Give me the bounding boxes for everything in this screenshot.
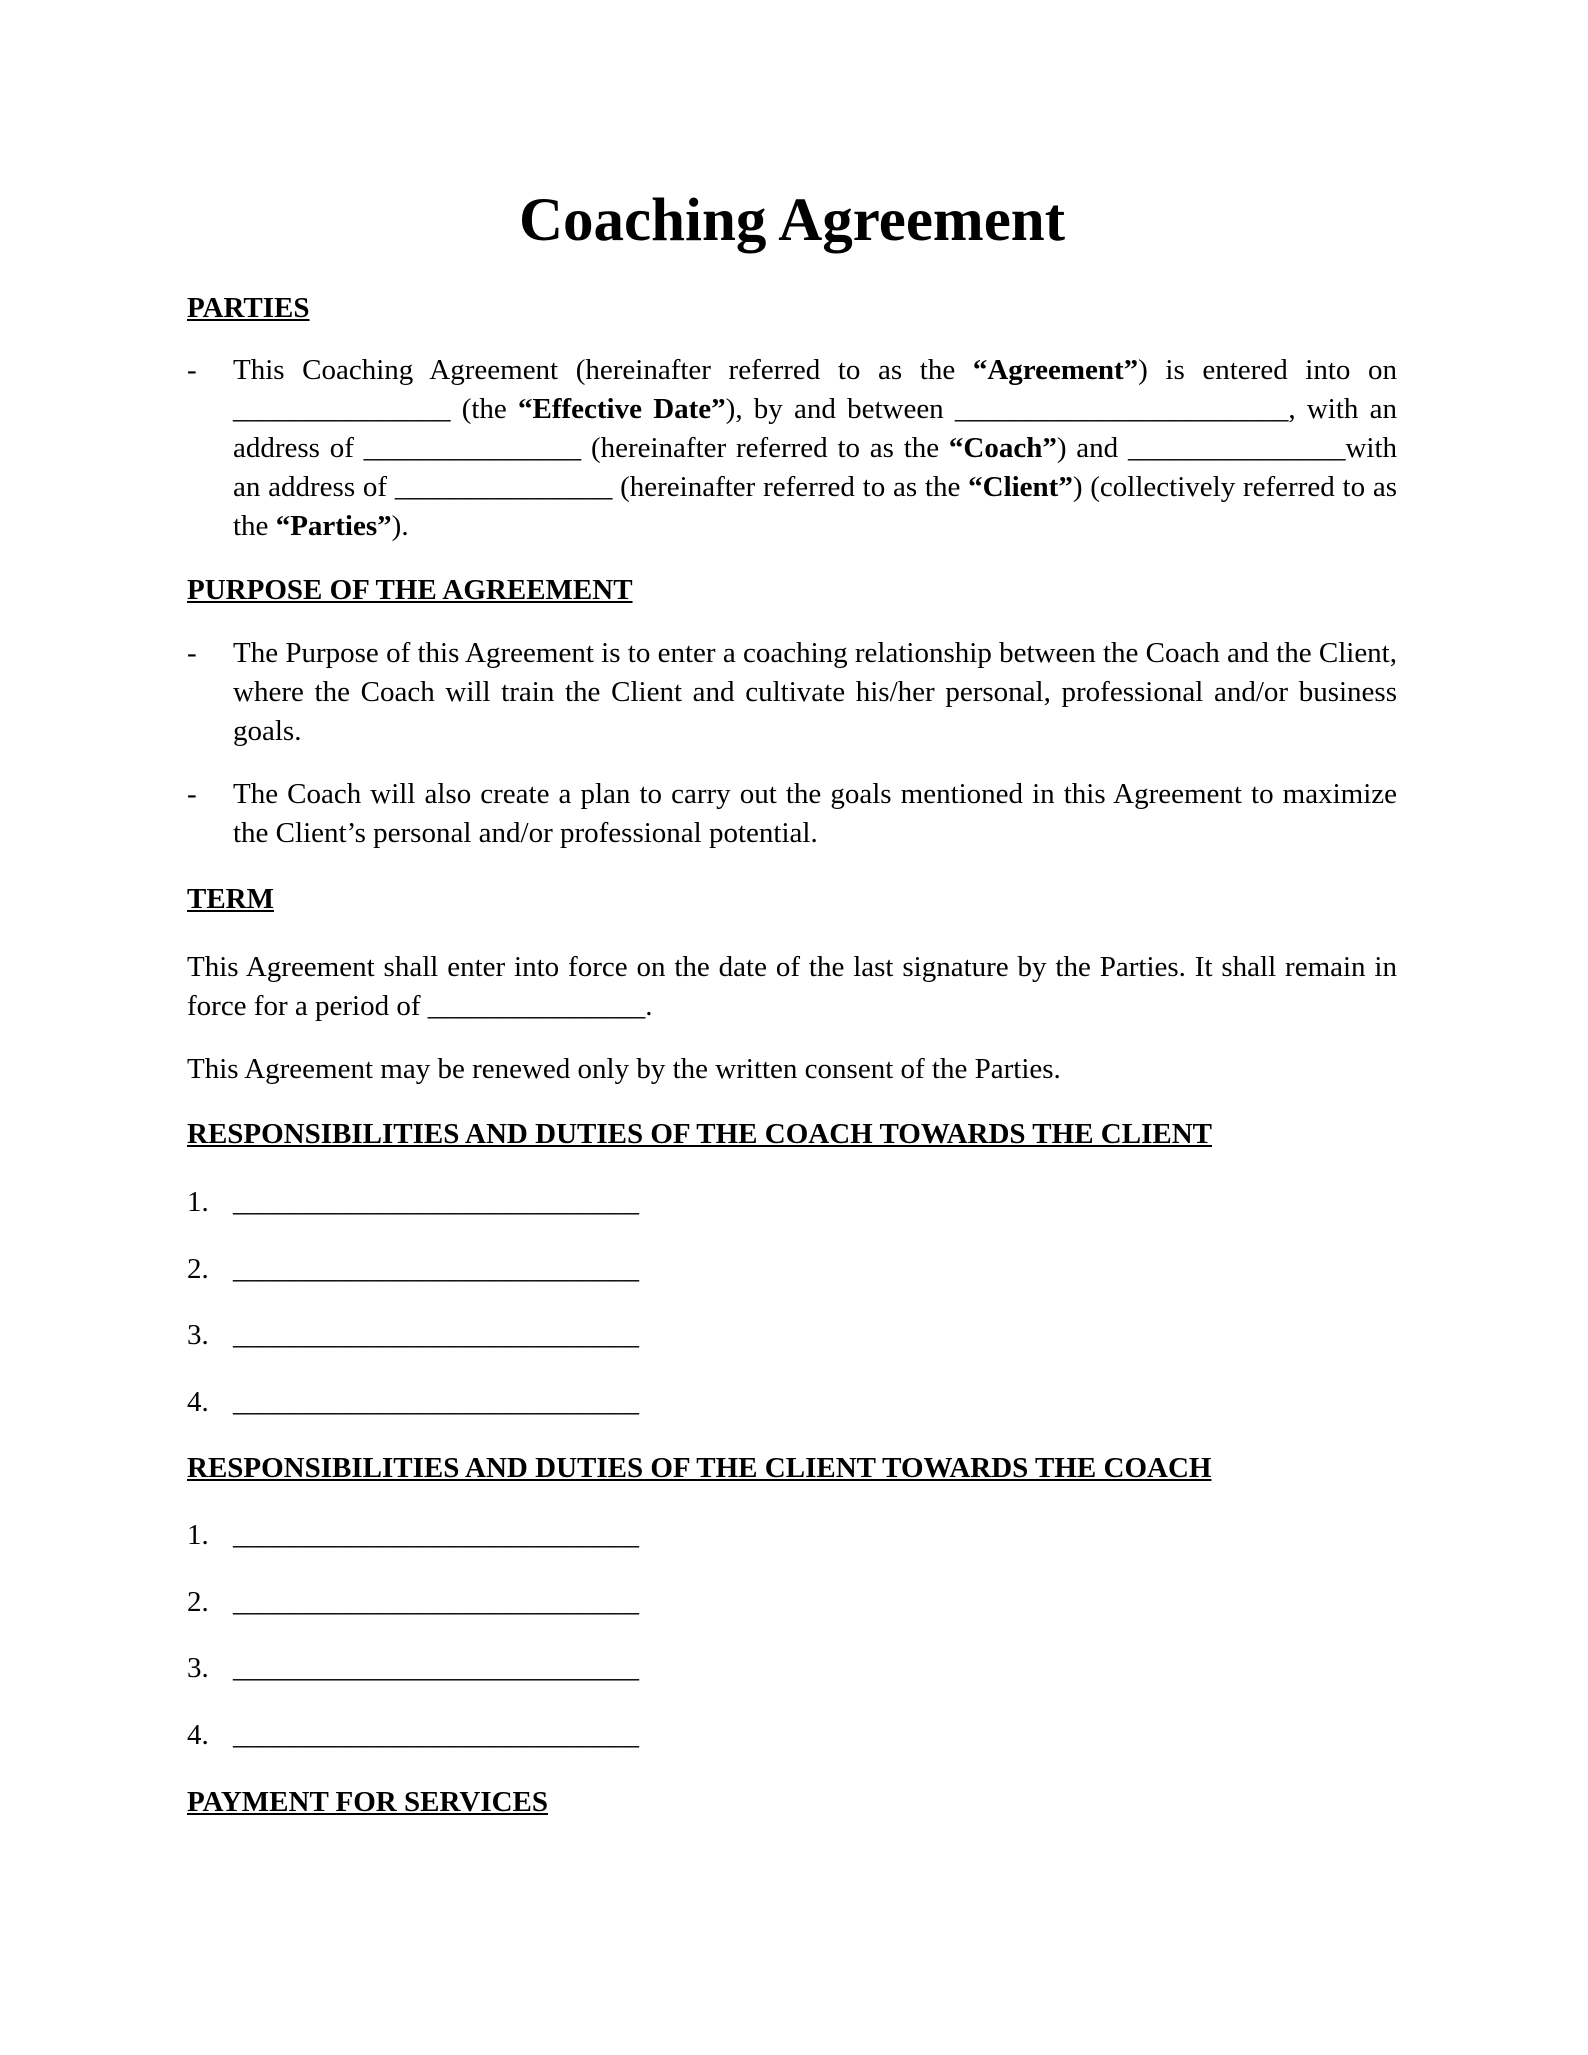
blank-line: ____________________________ — [233, 1586, 639, 1618]
heading-payment: PAYMENT FOR SERVICES — [187, 1786, 549, 1818]
parties-text-part: This Coaching Agreement (hereinafter referred to as the — [233, 354, 973, 386]
heading-coach-duties: RESPONSIBILITIES AND DUTIES OF THE COACH TOWARDS THE CLIENT — [187, 1118, 1212, 1150]
item-number: 3. — [187, 1652, 209, 1684]
term-parties: “Parties” — [275, 510, 392, 542]
item-number: 4. — [187, 1386, 209, 1418]
heading-parties: PARTIES — [187, 292, 310, 324]
term-coach: “Coach” — [948, 432, 1057, 464]
blank-line: ____________________________ — [233, 1519, 639, 1551]
term-client: “Client” — [968, 471, 1073, 503]
parties-text-part: ) is entered into on _______________ (the — [233, 354, 1397, 425]
client-duty-item — [187, 1717, 639, 1753]
purpose-text-1: The Purpose of this Agreement is to enter a coaching relationship between the Coach and the Client, where the Coach will train the Client and cultivate his/her personal, professional and/or business goals. — [233, 637, 1397, 747]
blank-line: ____________________________ — [233, 1719, 639, 1751]
bullet-dash: - — [187, 637, 197, 669]
parties-text-part: ). — [391, 510, 409, 542]
purpose-text-2: The Coach will also create a plan to carry out the goals mentioned in this Agreement to maximize the Client’s personal and/or professional potential. — [233, 778, 1397, 849]
term-agreement: “Agreement” — [972, 354, 1139, 386]
coach-duty-item — [187, 1384, 639, 1420]
item-number: 4. — [187, 1719, 209, 1751]
bullet-dash: - — [187, 354, 197, 386]
item-number: 3. — [187, 1319, 209, 1351]
blank-line: ____________________________ — [233, 1652, 639, 1684]
parties-text-part: ), by and between _______________________, with an address of _______________ (hereinafter referred to as the — [233, 393, 1397, 464]
document-title: Coaching Agreement — [518, 187, 1066, 254]
term-paragraph-1: This Agreement shall enter into force on the date of the last signature by the Parties. It shall remain in force for a period of _______________. — [187, 951, 1397, 1022]
blank-line: ____________________________ — [233, 1253, 639, 1285]
coach-duty-item — [187, 1251, 639, 1287]
coach-duty-item — [187, 1317, 639, 1353]
blank-line: ____________________________ — [233, 1319, 639, 1351]
term-effective-date: “Effective Date” — [518, 393, 726, 425]
client-duty-item — [187, 1517, 639, 1553]
parties-text — [233, 351, 1397, 546]
heading-client-duties: RESPONSIBILITIES AND DUTIES OF THE CLIENT TOWARDS THE COACH — [187, 1452, 1212, 1484]
blank-line: ____________________________ — [233, 1386, 639, 1418]
heading-term: TERM — [187, 883, 274, 915]
item-number: 1. — [187, 1519, 209, 1551]
item-number: 2. — [187, 1586, 209, 1618]
item-number: 2. — [187, 1253, 209, 1285]
parties-text-part: ) (collectively referred to as the — [233, 471, 1397, 542]
term-paragraph-2: This Agreement may be renewed only by the written consent of the Parties. — [187, 1053, 1061, 1085]
client-duty-item — [187, 1584, 639, 1620]
client-duty-item — [187, 1650, 639, 1686]
bullet-dash: - — [187, 778, 197, 810]
coach-duty-item — [187, 1184, 639, 1220]
parties-text-part: ) and _______________with an address of _______________ (hereinafter referred to as the — [233, 432, 1398, 503]
blank-line: ____________________________ — [233, 1186, 639, 1218]
heading-purpose: PURPOSE OF THE AGREEMENT — [187, 574, 633, 606]
item-number: 1. — [187, 1186, 209, 1218]
